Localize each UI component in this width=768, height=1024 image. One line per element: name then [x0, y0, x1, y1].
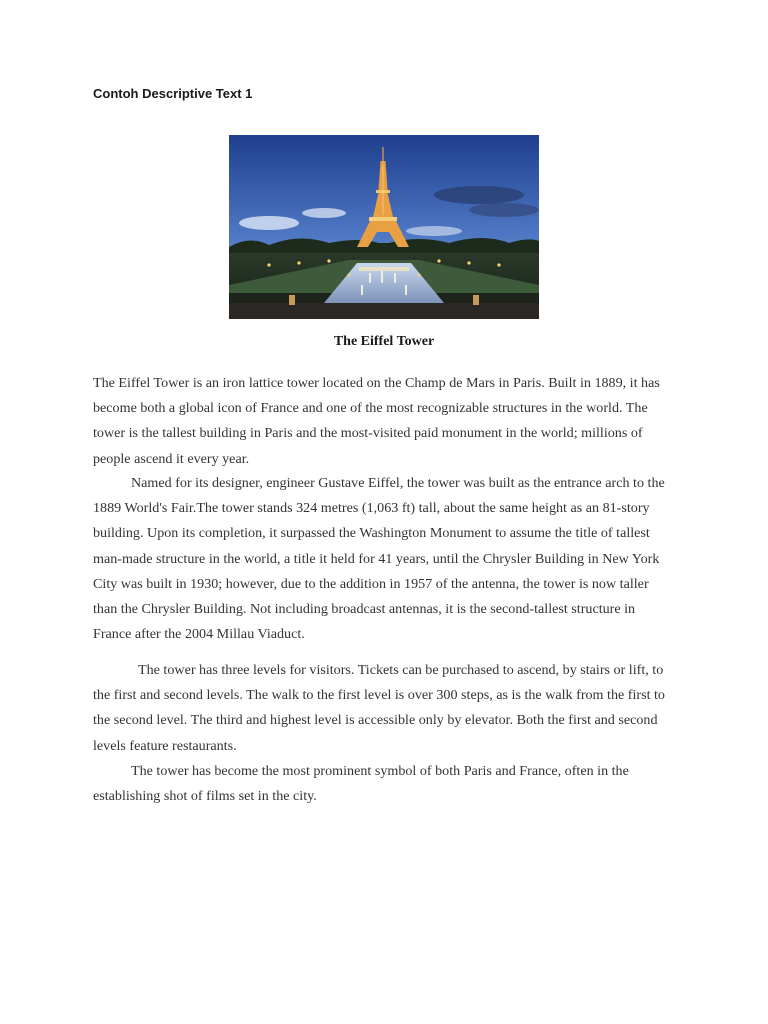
paragraph-levels: The tower has three levels for visitors. Tickets can be purchased to ascend, by stairs or lift, to the first and second levels. The walk to the first level is over 300 steps, as is the walk from the first to the second level. The third and highest level is accessible only by elevator. Both the first and second levels feature restaurants.	[93, 662, 665, 754]
paragraph-symbol: The tower has become the most prominent symbol of both Paris and France, often in the establishing shot of films set in the city.	[93, 763, 629, 805]
paragraph-intro: The Eiffel Tower is an iron lattice tower located on the Champ de Mars in Paris. Built in 1889, it has become both a global icon of France and one of the most recognizable structures in the world. The tower is the tallest building in Paris and the most-visited paid monument in the world; millions of people ascend it every year.	[93, 375, 660, 467]
image-caption: The Eiffel Tower	[333, 334, 435, 349]
document-heading: Contoh Descriptive Text 1	[93, 86, 253, 101]
paragraph-history: Named for its designer, engineer Gustave Eiffel, the tower was built as the entrance arch to the 1889 World's Fair.The tower stands 324 metres (1,063 ft) tall, about the same height as an 81-story building. Upon its completion, it surpassed the Washington Monument to assume the title of tallest man-made structure in the world, a title it held for 41 years, until the Chrysler Building in New York City was built in 1930; however, due to the addition in 1957 of the antenna, the tower is now taller than the Chrysler Building. Not including broadcast antennas, it is the second-tallest structure in France after the 2004 Millau Viaduct.	[93, 475, 665, 643]
eiffel-tower-photo	[229, 135, 539, 319]
